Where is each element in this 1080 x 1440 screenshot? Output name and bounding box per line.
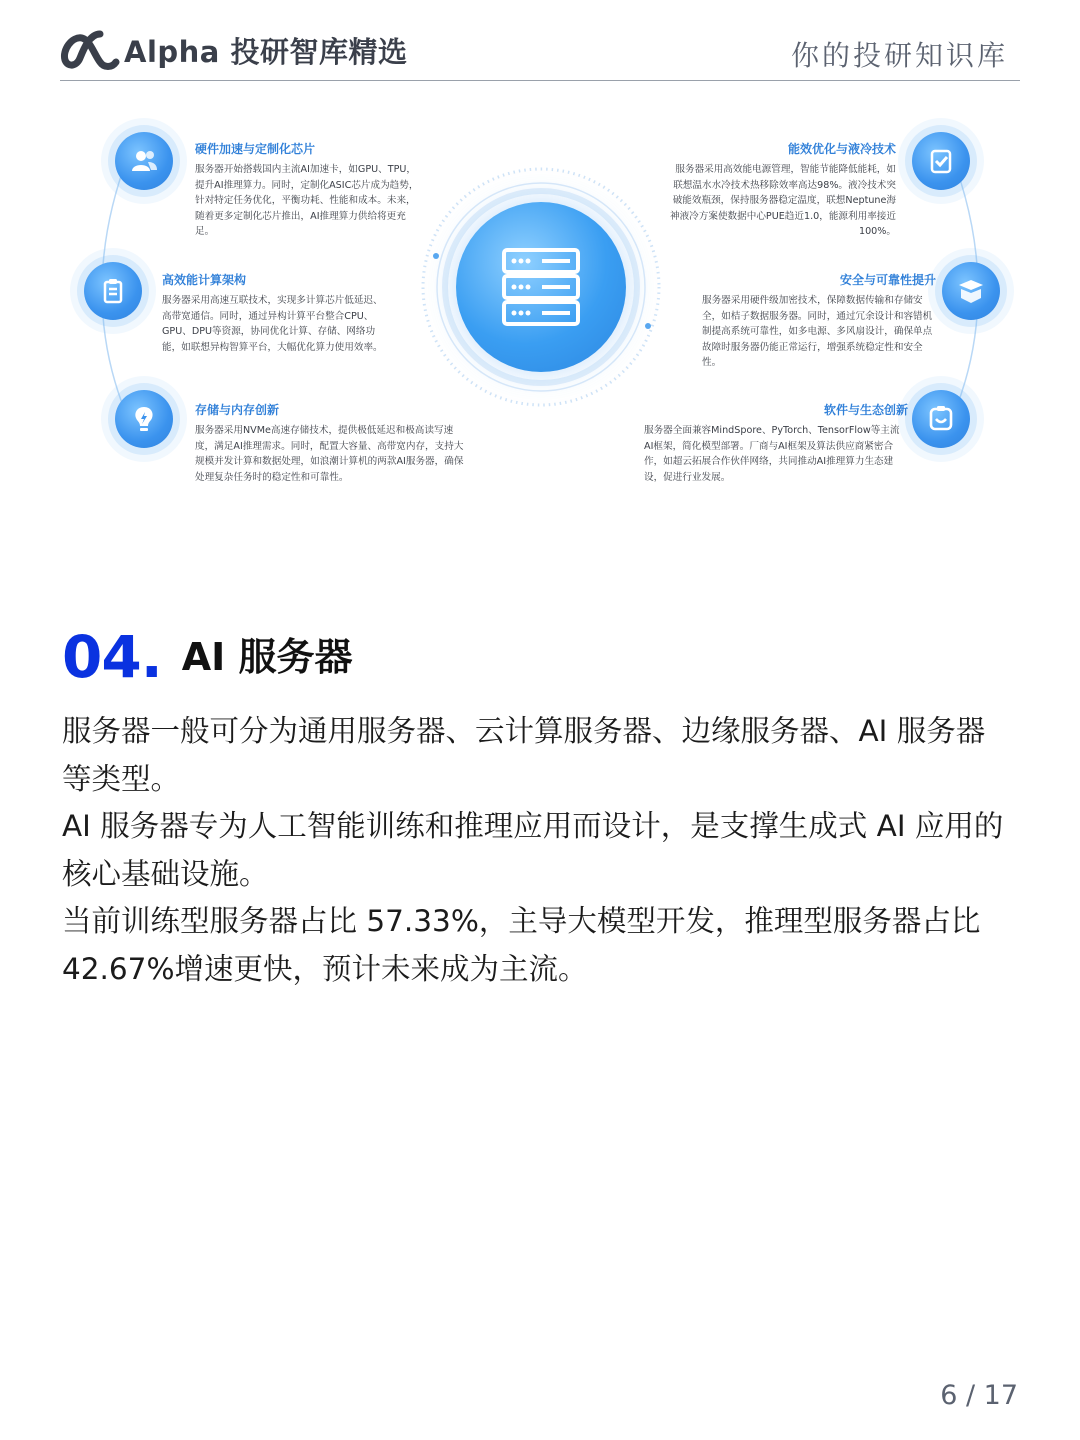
lightbulb-icon [115, 390, 173, 448]
feature-title: 硬件加速与定制化芯片 [195, 142, 316, 156]
feature-security [702, 271, 936, 371]
feature-title: 高效能计算架构 [162, 273, 247, 287]
feature-desc: 服务器采用高效能电源管理，智能节能降低能耗，如联想温水水冷技术热移除效率高达98%。液冷技术突破能效瓶颈，保持服务器稳定温度，联想Neptune海神液冷方案使数据中心PUE趋近1.0，能源利用率接近100%。 [669, 164, 896, 238]
brand [60, 26, 407, 74]
box-icon [942, 262, 1000, 320]
check-icon [912, 132, 970, 190]
smile-box-icon [912, 390, 970, 448]
page-number: 6 / 17 [940, 1380, 1018, 1411]
feature-desc: 服务器采用硬件级加密技术，保障数据传输和存储安全，如桔子数据服务器。同时，通过冗余设计和容错机制提高系统可靠性，如多电源、多风扇设计，确保单点故障时服务器仍能正常运行，增强系统稳定性和安全性。 [702, 295, 933, 369]
server-center-disc [456, 202, 626, 372]
section-title: AI 服务器 [181, 635, 353, 679]
users-icon [115, 132, 173, 190]
alpha-logo-icon [60, 28, 120, 72]
feature-desc: 服务器开始搭载国内主流AI加速卡，如GPU、TPU，提升AI推理算力。同时，定制化ASIC芯片成为趋势，针对特定任务优化，平衡功耗、性能和成本。未来，随着更多定制化芯片推出，AI推理算力供给将更充足。 [195, 164, 419, 238]
feature-title: 能效优化与液冷技术 [787, 142, 896, 156]
ai-server-infographic [78, 96, 1002, 496]
feature-desc: 服务器采用高速互联技术，实现多计算芯片低延迟、高带宽通信。同时，通过异构计算平台整合CPU、GPU、DPU等资源，协同优化计算、存储、网络功能，如联想异构智算平台，大幅优化算力使用效率。 [162, 295, 383, 353]
feature-hardware [195, 140, 475, 240]
section-heading [62, 618, 353, 691]
page-header [60, 22, 1020, 81]
feature-desc: 服务器全面兼容MindSpore、PyTorch、TensorFlow等主流AI框架，简化模型部署。厂商与AI框架及算法供应商紧密合作，如超云拓展合作伙伴网络，共同推动AI推理算力生态建设，促进行业发展。 [644, 425, 900, 483]
clipboard-icon [84, 262, 142, 320]
feature-title: 软件与生态创新 [823, 403, 908, 417]
server-icon [456, 202, 626, 372]
section-body [62, 708, 1012, 993]
brand-name: Alpha 投研智库精选 [124, 34, 408, 69]
feature-compute [162, 271, 442, 355]
feature-software [644, 401, 908, 485]
feature-desc: 服务器采用NVMe高速存储技术，提供极低延迟和极高读写速度，满足AI推理需求。同时，配置大容量、高带宽内存，支持大规模并发计算和数据处理，如浪潮计算机的两款AI服务器，确保处理复杂任务时的稳定性和可靠性。 [195, 425, 464, 483]
feature-storage [195, 401, 475, 485]
paragraph: 当前训练型服务器占比 57.33%，主导大模型开发，推理型服务器占比 42.67%增速更快，预计未来成为主流。 [62, 904, 981, 986]
paragraph: 服务器一般可分为通用服务器、云计算服务器、边缘服务器、AI 服务器等类型。 [62, 714, 986, 796]
header-tagline: 你的投研知识库 [790, 39, 1008, 72]
feature-energy [668, 140, 896, 240]
section-number: 04. [62, 623, 162, 691]
feature-title: 安全与可靠性提升 [839, 273, 936, 287]
feature-title: 存储与内存创新 [195, 403, 280, 417]
paragraph: AI 服务器专为人工智能训练和推理应用而设计，是支撑生成式 AI 应用的核心基础设施。 [62, 809, 1004, 891]
